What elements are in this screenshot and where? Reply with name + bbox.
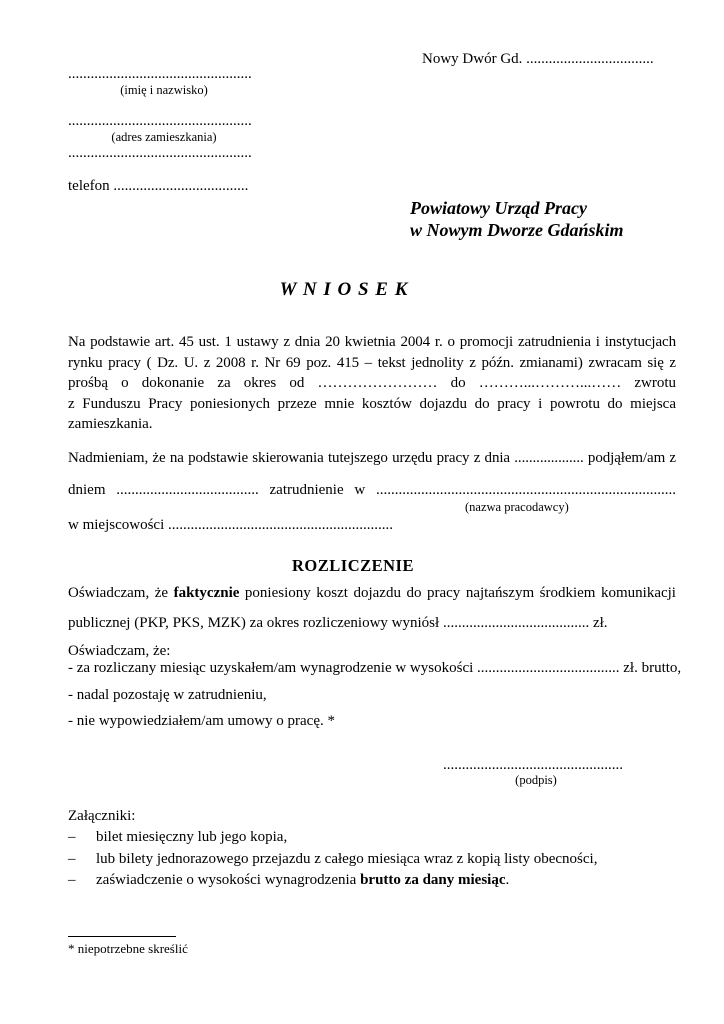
signature-block — [443, 757, 629, 788]
employment-line-locality-field: w miejscowości ............................................................ — [68, 517, 393, 533]
attachment-item — [68, 849, 684, 871]
dash-marker: – — [68, 872, 76, 888]
settlement-heading: ROZLICZENIE — [292, 556, 414, 575]
applicant-phone-field: telefon .................................... — [68, 178, 249, 194]
attachments-heading: Załączniki: — [68, 808, 136, 824]
applicant-block — [68, 66, 260, 195]
date-place-line — [422, 50, 654, 68]
office-name-line-2: w Nowym Dworze Gdańskim — [410, 220, 624, 240]
office-name-line-1: Powiatowy Urząd Pracy — [410, 198, 587, 218]
date-place-text: Nowy Dwór Gd. — [422, 51, 523, 67]
intro-line: zamieszkania. — [68, 416, 153, 432]
intro-paragraph — [68, 332, 676, 435]
attachments-section — [68, 806, 684, 892]
attachment-item-text: lub bilety jednorazowego przejazdu z całego miesiąca wraz z kopią listy obecności, — [96, 850, 598, 867]
declarations-list — [68, 658, 684, 738]
date-fill-dots: .................................. — [526, 51, 654, 67]
settlement-section — [68, 556, 676, 662]
attachment-item-text: bilet miesięczny lub jego kopia, — [96, 829, 288, 845]
applicant-name-label: (imię i nazwisko) — [120, 83, 208, 97]
applicant-address-label: (adres zamieszkania) — [111, 130, 217, 144]
footnote-text: * niepotrzebne skreślić — [68, 941, 188, 956]
employment-paragraph — [68, 448, 676, 536]
settlement-statement-pre: Oświadczam, że — [68, 585, 174, 601]
signature-field: ................................................ — [443, 757, 623, 773]
attachment-item-text-post: . — [505, 872, 510, 888]
office-name-block — [410, 197, 624, 241]
applicant-address-field: ................................................. — [68, 113, 252, 129]
employer-name-label: (nazwa pracodawcy) — [465, 500, 569, 514]
declarations-heading: Oświadczam, że: — [68, 643, 171, 659]
declaration-item: - nie wypowiedziałem/am umowy o pracę. * — [68, 713, 335, 729]
footnote-divider — [68, 936, 176, 937]
attachment-item — [68, 827, 684, 849]
declaration-item: - nadal pozostaję w zatrudnieniu, — [68, 686, 267, 703]
intro-line-period-fields: prośbą o dokonanie za okres od …………………… do ………...………...…… zwrotu — [68, 375, 676, 391]
signature-label: (podpis) — [515, 773, 557, 787]
applicant-name-field: ................................................. — [68, 66, 252, 82]
employment-line-employer-field: dniem ...................................... zatrudnienie w ................................................................................ — [68, 481, 676, 498]
attachment-item-text — [96, 870, 509, 892]
settlement-statement — [68, 583, 676, 604]
attachment-item-text-bold: brutto za dany miesiąc — [360, 872, 506, 888]
employment-line-referral-date: Nadmieniam, że na podstawie skierowania tutejszego urzędu pracy z dnia ................... podjąłem/am z — [68, 450, 676, 466]
settlement-amount-field: publicznej (PKP, PKS, MZK) za okres rozliczeniowy wyniósł ....................................... zł. — [68, 615, 608, 631]
attachment-item — [68, 870, 684, 892]
settlement-statement-post: poniesiony koszt dojazdu do pracy najtańszym środkiem komunikacji — [239, 585, 676, 601]
dash-marker: – — [68, 829, 76, 845]
form-title: W N I O S E K — [279, 279, 409, 300]
dash-marker: – — [68, 850, 76, 867]
declaration-item: - za rozliczany miesiąc uzyskałem/am wynagrodzenie w wysokości ...................................... zł. brutto, — [68, 660, 682, 676]
settlement-statement-bold: faktycznie — [173, 585, 240, 601]
intro-line: Na podstawie art. 45 ust. 1 ustawy z dnia 20 kwietnia 2004 r. o promocji zatrudnienia i instytucjach — [68, 334, 676, 350]
applicant-address-field-2: ................................................. — [68, 145, 252, 161]
intro-line: rynku pracy ( Dz. U. z 2008 r. Nr 69 poz. 415 – tekst jednolity z późn. zmianami) zwracam się z — [68, 354, 676, 371]
intro-line: z Funduszu Pracy poniesionych przeze mnie kosztów dojazdu do pracy i powrotu do miejsca — [68, 395, 676, 412]
attachment-item-text-pre: zaświadczenie o wysokości wynagrodzenia — [96, 872, 361, 888]
footnote-block — [68, 936, 188, 956]
